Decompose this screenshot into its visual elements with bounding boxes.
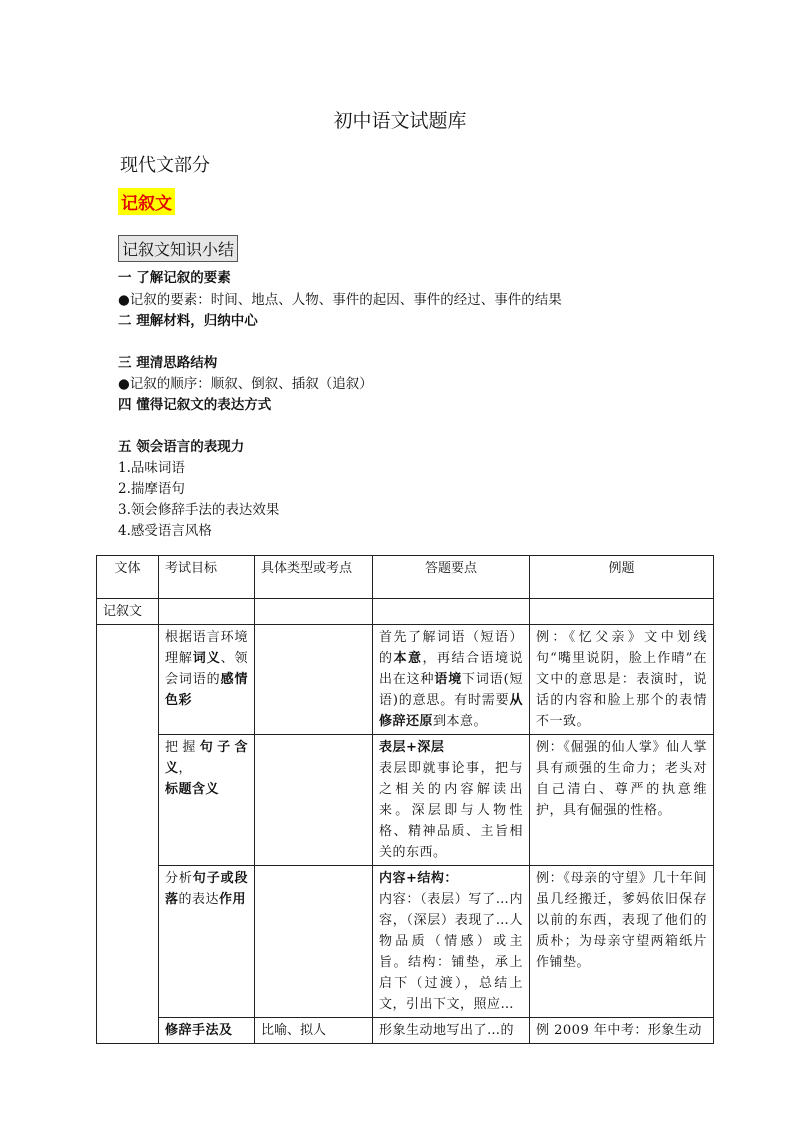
header-goal: 考试目标 (159, 556, 255, 599)
document-title: 初中语文试题库 (333, 110, 467, 132)
item-sub-2: 2.揣摩语句 (118, 481, 185, 497)
table-row (97, 866, 714, 1018)
points-cell: 表层+深层 表层即就事论事，把与之相关的内容解读出来。深层即与人物性格、精神品质、主旨相关的东西。 (373, 735, 530, 866)
table-row (97, 625, 714, 735)
item-heading-2: 二 理解材料，归纳中心 (118, 313, 258, 329)
genre-cell: 记叙文 (97, 599, 159, 625)
item-heading-4: 四 懂得记叙文的表达方式 (118, 397, 272, 413)
header-type: 具体类型或考点 (255, 556, 373, 599)
item-heading-3: 三 理清思路结构 (118, 355, 218, 371)
example-cell: 例：《倔强的仙人掌》仙人掌具有顽强的生命力；老头对自己清白、尊严的执意维护，具有倔强的性格。 (530, 735, 714, 866)
example-cell: 例：《忆父亲》文中划线句“嘴里说阴，脸上作晴”在文中的意思是：表演时，说话的内容和脸上那个的表情不一致。 (530, 625, 714, 735)
example-cell: 例：《母亲的守望》几十年间虽几经搬迁，爹妈依旧保存以前的东西，表现了他们的质朴；为母亲守望两箱纸片作铺垫。 (530, 866, 714, 1018)
example-cell: 例 2009 年中考：形象生动 (530, 1018, 714, 1044)
section-heading: 现代文部分 (120, 155, 210, 176)
type-cell (255, 866, 373, 1018)
header-example: 例题 (530, 556, 714, 599)
item-text-1: ●记叙的要素：时间、地点、人物、事件的起因、事件的经过、事件的结果 (118, 292, 562, 308)
points-cell: 形象生动地写出了…的 (373, 1018, 530, 1044)
type-cell: 比喻、拟人 (255, 1018, 373, 1044)
header-points: 答题要点 (373, 556, 530, 599)
goal-cell: 把握句子含义， 标题含义 (159, 735, 255, 866)
item-text-3: ●记叙的顺序：顺叙、倒叙、插叙（追叙） (118, 376, 373, 392)
goal-cell: 分析句子或段落的表达作用 (159, 866, 255, 1018)
item-sub-1: 1.品味词语 (118, 460, 185, 476)
type-cell (255, 625, 373, 735)
item-heading-5: 五 领会语言的表现力 (118, 439, 245, 455)
table-header-row (97, 556, 714, 599)
item-heading-1: 一 了解记叙的要素 (118, 270, 231, 286)
item-sub-3: 3.领会修辞手法的表达效果 (118, 502, 280, 518)
genre-merged-cell (97, 625, 159, 1044)
table-row (97, 735, 714, 866)
item-sub-4: 4.感受语言风格 (118, 523, 212, 539)
summary-heading: 记叙文知识小结 (118, 235, 238, 262)
table-row (97, 1018, 714, 1044)
goal-cell: 根据语言环境理解词义、领会词语的感情色彩 (159, 625, 255, 735)
goal-cell: 修辞手法及 (159, 1018, 255, 1044)
points-cell: 内容+结构： 内容：（表层）写了…内容，（深层）表现了…人物品质（情感）或主旨。结构：铺垫，承上启下（过渡），总结上文，引出下文，照应… (373, 866, 530, 1018)
exam-table (96, 555, 714, 1044)
header-genre: 文体 (97, 556, 159, 599)
points-cell: 首先了解词语（短语）的本意，再结合语境说出在这种语境下词语(短语)的意思。有时需要从修辞还原到本意。 (373, 625, 530, 735)
table-genre-row (97, 599, 714, 625)
genre-heading: 记叙文 (118, 188, 175, 215)
type-cell (255, 735, 373, 866)
